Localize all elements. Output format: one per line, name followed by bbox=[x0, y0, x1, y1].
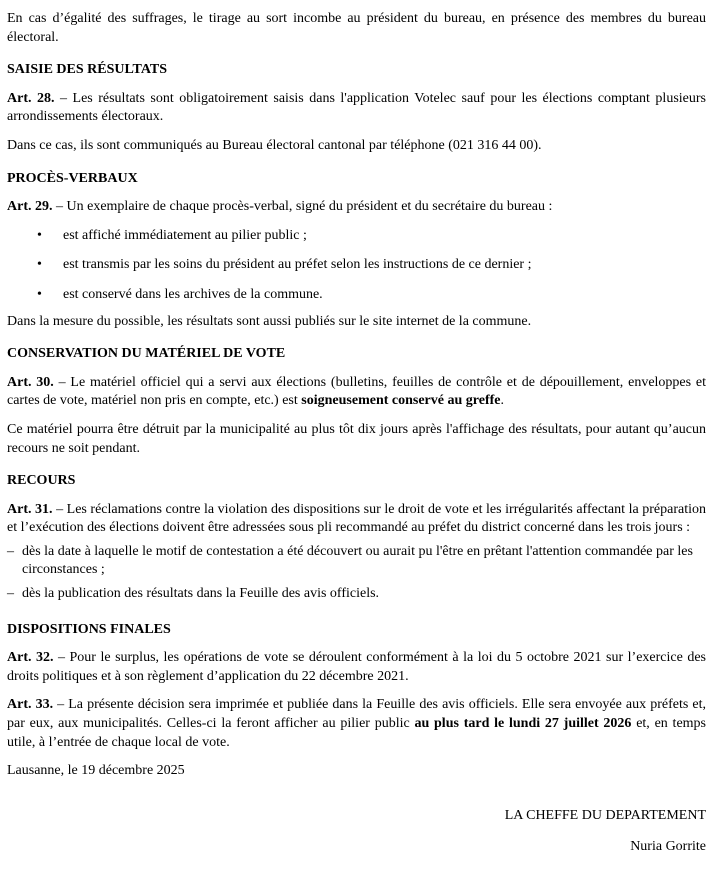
section-heading-conservation-du-materiel: CONSERVATION DU MATÉRIEL DE VOTE bbox=[7, 346, 286, 362]
list-item bbox=[7, 227, 706, 246]
article-28-label: Art. 28. bbox=[7, 90, 55, 106]
article-29-text: – Un exemplaire de chaque procès-verbal, signé du président et du secrétaire du bureau : bbox=[52, 199, 553, 215]
section-heading-dispositions-finales: DISPOSITIONS FINALES bbox=[7, 621, 171, 637]
article-33-bold-text: au plus tard le lundi 27 juillet 2026 bbox=[414, 716, 632, 732]
article-33-paragraph bbox=[7, 696, 706, 752]
dash-icon: – bbox=[7, 586, 14, 602]
bullet-icon: • bbox=[37, 227, 42, 243]
bullet-icon: • bbox=[37, 257, 42, 273]
conservation-paragraph-2: Ce matériel pourra être détruit par la municipalité au plus tôt dix jours après l'affichage des résultats, pour autant qu’aucun recours ne soit pendant. bbox=[7, 421, 706, 456]
article-29-paragraph bbox=[7, 198, 706, 217]
section-heading-recours: RECOURS bbox=[7, 473, 76, 489]
proces-verbaux-paragraph-2: Dans la mesure du possible, les résultats sont aussi publiés sur le site internet de la commune. bbox=[7, 313, 532, 329]
bullet-icon: • bbox=[37, 286, 42, 302]
list-item-text: dès la date à laquelle le motif de contestation a été découvert ou aurait pu l'être en prêtant l'attention commandée par les circonstances ; bbox=[22, 543, 693, 578]
article-30-text-1: – Le matériel officiel qui a servi aux élections (bulletins, feuilles de contrôle et de dépouillement, enveloppes et cartes de vote, matériel non pris en compte, etc.) est bbox=[7, 374, 706, 409]
list-item bbox=[7, 256, 706, 275]
list-item-text: est affiché immédiatement au pilier public ; bbox=[63, 227, 307, 243]
article-31-label: Art. 31. bbox=[7, 501, 53, 517]
article-30-paragraph bbox=[7, 374, 706, 411]
list-item-text: dès la publication des résultats dans la Feuille des avis officiels. bbox=[22, 586, 380, 602]
section-heading-saisie-des-resultats: SAISIE DES RÉSULTATS bbox=[7, 62, 168, 78]
article-33-text-1: – La présente décision sera imprimée et publiée dans la Feuille des avis officiels. Elle sera envoyée aux préfets et, par eux, aux municipalités. Celles-ci la feront afficher au pilier public bbox=[7, 697, 706, 732]
signature-name: Nuria Gorrite bbox=[630, 839, 706, 855]
article-33-label: Art. 33. bbox=[7, 697, 54, 713]
article-30-text-2: . bbox=[500, 393, 504, 409]
saisie-paragraph-2: Dans ce cas, ils sont communiqués au Bureau électoral cantonal par téléphone (021 316 44 00). bbox=[7, 137, 542, 153]
list-item bbox=[7, 585, 706, 604]
article-28-text: – Les résultats sont obligatoirement saisis dans l'application Votelec sauf pour les élections comptant plusieurs arrondissements électoraux. bbox=[7, 90, 706, 125]
article-30-bold-text: soigneusement conservé au greffe bbox=[301, 393, 501, 409]
proces-verbaux-bullet-list bbox=[7, 227, 706, 305]
intro-paragraph: En cas d’égalité des suffrages, le tirage au sort incombe au président du bureau, en présence des membres du bureau électoral. bbox=[7, 11, 706, 45]
list-item-text: est transmis par les soins du président au préfet selon les instructions de ce dernier ; bbox=[63, 257, 532, 273]
signature-title: LA CHEFFE DU DEPARTEMENT bbox=[504, 807, 706, 823]
recours-dash-list bbox=[7, 543, 706, 604]
article-31-text: – Les réclamations contre la violation des dispositions sur le droit de vote et les irrégularités affectant la préparation et l’exécution des élections doivent être adressées sous pli recommandé au préfet du district concerné dans les trois jours : bbox=[7, 501, 706, 536]
list-item bbox=[7, 286, 706, 305]
article-33-text-2: et, en temps utile, à l’entrée de chaque local de vote. bbox=[7, 716, 706, 750]
article-28-paragraph bbox=[7, 90, 706, 127]
article-32-label: Art. 32. bbox=[7, 650, 54, 666]
section-heading-proces-verbaux: PROCÈS-VERBAUX bbox=[7, 170, 138, 186]
article-32-text: – Pour le surplus, les opérations de vote se déroulent conformément à la loi du 5 octobre 2021 sur l’exercice des droits politiques et à son règlement d’application du 22 décembre 2021. bbox=[7, 650, 706, 684]
place-date-line: Lausanne, le 19 décembre 2025 bbox=[7, 763, 185, 779]
article-29-label: Art. 29. bbox=[7, 199, 53, 215]
article-31-paragraph bbox=[7, 501, 706, 538]
article-30-label: Art. 30. bbox=[7, 374, 54, 390]
dash-icon: – bbox=[7, 543, 14, 559]
list-item bbox=[7, 543, 706, 580]
article-32-paragraph bbox=[7, 649, 706, 686]
list-item-text: est conservé dans les archives de la commune. bbox=[63, 286, 323, 302]
